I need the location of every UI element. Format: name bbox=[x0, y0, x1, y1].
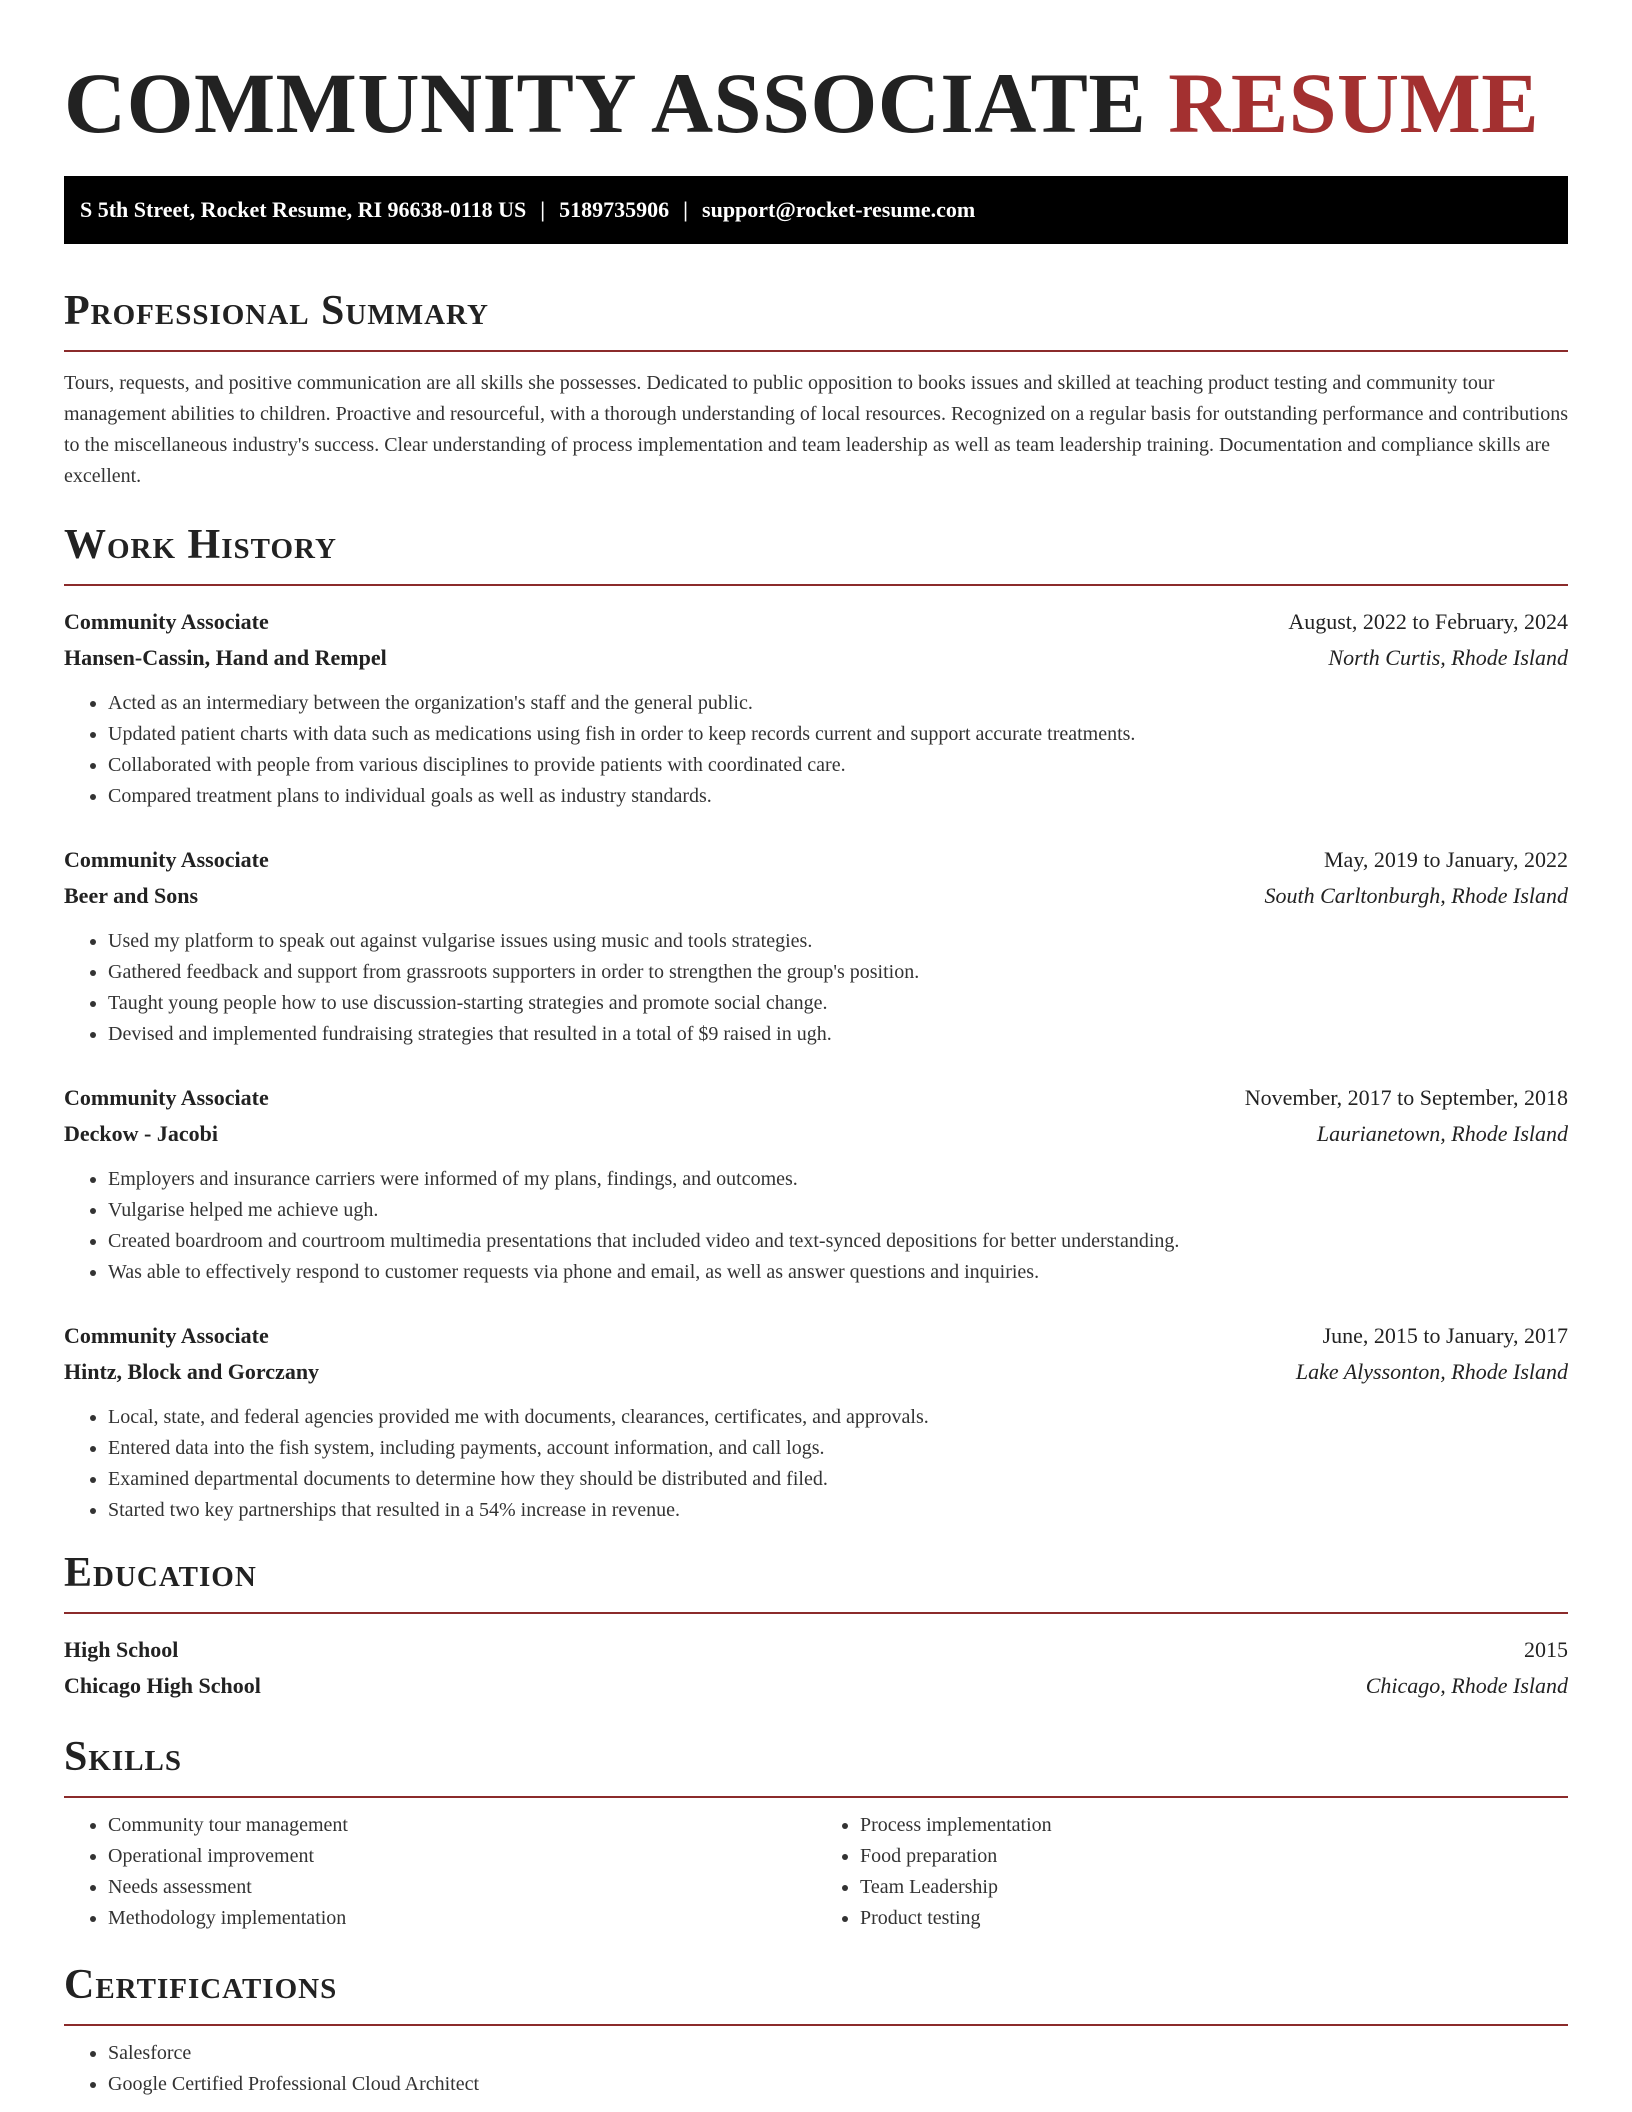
job-company: Hintz, Block and Gorczany bbox=[64, 1359, 320, 1384]
job-bullet: • Taught young people how to use discussion-starting strategies and promote social change. bbox=[108, 988, 1568, 1019]
skill-item: • Process implementation bbox=[860, 1810, 1568, 1841]
certification-item: • Salesforce bbox=[108, 2038, 1568, 2069]
contact-address: S 5th Street, Rocket Resume, RI 96638-0118 US bbox=[80, 197, 527, 222]
job-title: Community Associate bbox=[64, 1085, 269, 1110]
job-bullet: • Vulgarise helped me achieve ugh. bbox=[108, 1195, 1568, 1226]
job-entry bbox=[64, 1318, 1568, 1526]
job-bullet: • Local, state, and federal agencies provided me with documents, clearances, certificates, and approvals. bbox=[108, 1402, 1568, 1433]
title-accent: RESUME bbox=[1168, 55, 1540, 151]
skill-item: • Team Leadership bbox=[860, 1872, 1568, 1903]
job-company: Hansen-Cassin, Hand and Rempel bbox=[64, 645, 387, 670]
job-entry bbox=[64, 1080, 1568, 1288]
section-divider bbox=[64, 2024, 1568, 2026]
job-bullets bbox=[64, 1164, 1568, 1288]
education-year: 2015 bbox=[1524, 1637, 1568, 1662]
certifications-section bbox=[64, 1960, 1568, 2100]
job-company: Beer and Sons bbox=[64, 883, 199, 908]
section-divider bbox=[64, 584, 1568, 586]
section-divider bbox=[64, 350, 1568, 352]
contact-separator: | bbox=[683, 197, 689, 222]
skill-item: • Community tour management bbox=[108, 1810, 816, 1841]
certification-item: • Google Certified Professional Cloud Architect bbox=[108, 2069, 1568, 2100]
education-school: Chicago High School bbox=[64, 1673, 261, 1698]
skills-grid bbox=[64, 1810, 1568, 1934]
education-entry bbox=[64, 1632, 1568, 1704]
job-location: Lake Alyssonton, Rhode Island bbox=[1295, 1359, 1568, 1384]
resume-title bbox=[64, 0, 1568, 151]
contact-bar bbox=[64, 176, 1568, 244]
contact-separator: | bbox=[540, 197, 546, 222]
job-bullet: • Compared treatment plans to individual goals as well as industry standards. bbox=[108, 781, 1568, 812]
section-title-skills: Skills bbox=[64, 1734, 183, 1780]
job-bullet: • Employers and insurance carriers were informed of my plans, findings, and outcomes. bbox=[108, 1164, 1568, 1195]
job-bullet: • Created boardroom and courtroom multimedia presentations that included video and text-synced depositions for better understanding. bbox=[108, 1226, 1568, 1257]
education-section bbox=[64, 1548, 1568, 1704]
section-title-certifications: Certifications bbox=[64, 1962, 338, 2008]
job-title: Community Associate bbox=[64, 1323, 269, 1348]
job-bullet: • Collaborated with people from various disciplines to provide patients with coordinated care. bbox=[108, 750, 1568, 781]
job-bullet: • Examined departmental documents to determine how they should be distributed and filed. bbox=[108, 1464, 1568, 1495]
section-divider bbox=[64, 1612, 1568, 1614]
education-location: Chicago, Rhode Island bbox=[1365, 1673, 1568, 1698]
skill-item: • Operational improvement bbox=[108, 1841, 816, 1872]
section-title-work-history: Work History bbox=[64, 522, 337, 568]
job-bullets bbox=[64, 926, 1568, 1050]
job-entry bbox=[64, 842, 1568, 1050]
skill-item: • Needs assessment bbox=[108, 1872, 816, 1903]
certifications-list bbox=[64, 2038, 1568, 2100]
job-location: North Curtis, Rhode Island bbox=[1328, 645, 1568, 670]
job-bullet: • Used my platform to speak out against vulgarise issues using music and tools strategies. bbox=[108, 926, 1568, 957]
title-main: COMMUNITY ASSOCIATE bbox=[64, 55, 1147, 151]
contact-email: support@rocket-resume.com bbox=[702, 197, 976, 222]
job-bullet: • Devised and implemented fundraising strategies that resulted in a total of $9 raised in ugh. bbox=[108, 1019, 1568, 1050]
skill-item: • Food preparation bbox=[860, 1841, 1568, 1872]
job-dates: June, 2015 to January, 2017 bbox=[1322, 1323, 1568, 1348]
job-company: Deckow - Jacobi bbox=[64, 1121, 218, 1146]
job-location: South Carltonburgh, Rhode Island bbox=[1264, 883, 1568, 908]
job-dates: May, 2019 to January, 2022 bbox=[1324, 847, 1568, 872]
job-bullet: • Updated patient charts with data such as medications using fish in order to keep records current and support accurate treatments. bbox=[108, 719, 1568, 750]
job-bullets bbox=[64, 688, 1568, 812]
job-dates: August, 2022 to February, 2024 bbox=[1288, 609, 1568, 634]
job-bullet: • Started two key partnerships that resulted in a 54% increase in revenue. bbox=[108, 1495, 1568, 1526]
skills-list-left bbox=[64, 1810, 816, 1934]
education-degree: High School bbox=[64, 1637, 179, 1662]
job-bullet: • Was able to effectively respond to customer requests via phone and email, as well as answer questions and inquiries. bbox=[108, 1257, 1568, 1288]
contact-phone: 5189735906 bbox=[559, 197, 670, 222]
summary-section bbox=[64, 286, 1568, 492]
job-bullet: • Entered data into the fish system, including payments, account information, and call logs. bbox=[108, 1433, 1568, 1464]
skill-item: • Methodology implementation bbox=[108, 1903, 816, 1934]
job-title: Community Associate bbox=[64, 847, 269, 872]
job-bullets bbox=[64, 1402, 1568, 1526]
job-entry bbox=[64, 604, 1568, 812]
job-bullet: • Acted as an intermediary between the organization's staff and the general public. bbox=[108, 688, 1568, 719]
section-divider bbox=[64, 1796, 1568, 1798]
job-location: Laurianetown, Rhode Island bbox=[1316, 1121, 1568, 1146]
section-title-education: Education bbox=[64, 1550, 257, 1596]
section-title-summary: Professional Summary bbox=[64, 288, 489, 334]
job-dates: November, 2017 to September, 2018 bbox=[1244, 1085, 1568, 1110]
job-title: Community Associate bbox=[64, 609, 269, 634]
work-history-section bbox=[64, 520, 1568, 1526]
skill-item: • Product testing bbox=[860, 1903, 1568, 1934]
job-bullet: • Gathered feedback and support from grassroots supporters in order to strengthen the group's position. bbox=[108, 957, 1568, 988]
skills-list-right bbox=[816, 1810, 1568, 1934]
skills-section bbox=[64, 1732, 1568, 1934]
summary-text: Tours, requests, and positive communication are all skills she possesses. Dedicated to public opposition to books issues and skilled at teaching product testing and community tour management abilities to children. Proactive and resourceful, with a thorough understanding of local resources. Recognized on a regular basis for outstanding performance and contributions to the miscellaneous industry's success. Clear understanding of process implementation and team leadership as well as team leadership training. Documentation and compliance skills are excellent. bbox=[64, 372, 1568, 487]
